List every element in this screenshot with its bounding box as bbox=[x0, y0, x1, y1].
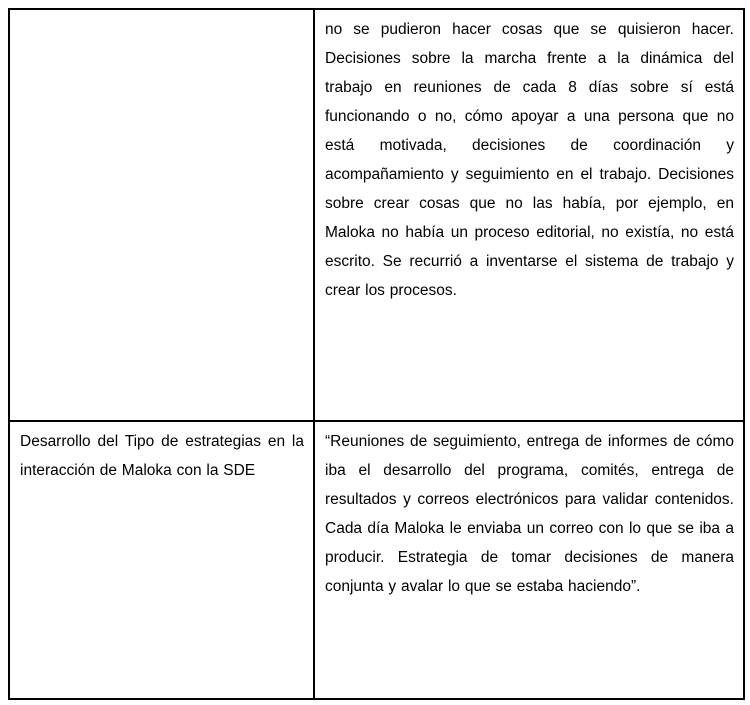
table-cell-description-continued bbox=[314, 9, 744, 421]
cell-text: Desarrollo del Tipo de estrategias en la interacción de Maloka con la SDE bbox=[20, 433, 304, 479]
cell-text: “Reuniones de seguimiento, entrega de informes de cómo iba el desarrollo del programa, comités, entrega de resultados y correos electrónicos para validar contenidos. Cada día Maloka le enviaba un correo con lo que se iba a producir. Estrategia de tomar decisiones de manera conjunta y avalar lo que se estaba haciendo”. bbox=[325, 433, 734, 595]
table-row bbox=[9, 9, 744, 421]
table-cell-category-desarrollo bbox=[9, 421, 314, 699]
table-row bbox=[9, 421, 744, 699]
table-cell-category-empty bbox=[9, 9, 314, 421]
cell-text: no se pudieron hacer cosas que se quisieron hacer. Decisiones sobre la marcha frente a la dinámica del trabajo en reuniones de cada 8 días sobre sí está funcionando o no, cómo apoyar a una persona que no está motivada, decisiones de coordinación y acompañamiento y seguimiento en el trabajo. Decisiones sobre crear cosas que no las había, por ejemplo, en Maloka no había un proceso editorial, no existía, no está escrito. Se recurrió a inventarse el sistema de trabajo y crear los procesos. bbox=[325, 21, 734, 299]
document-table bbox=[8, 8, 745, 700]
table-cell-description-reuniones bbox=[314, 421, 744, 699]
